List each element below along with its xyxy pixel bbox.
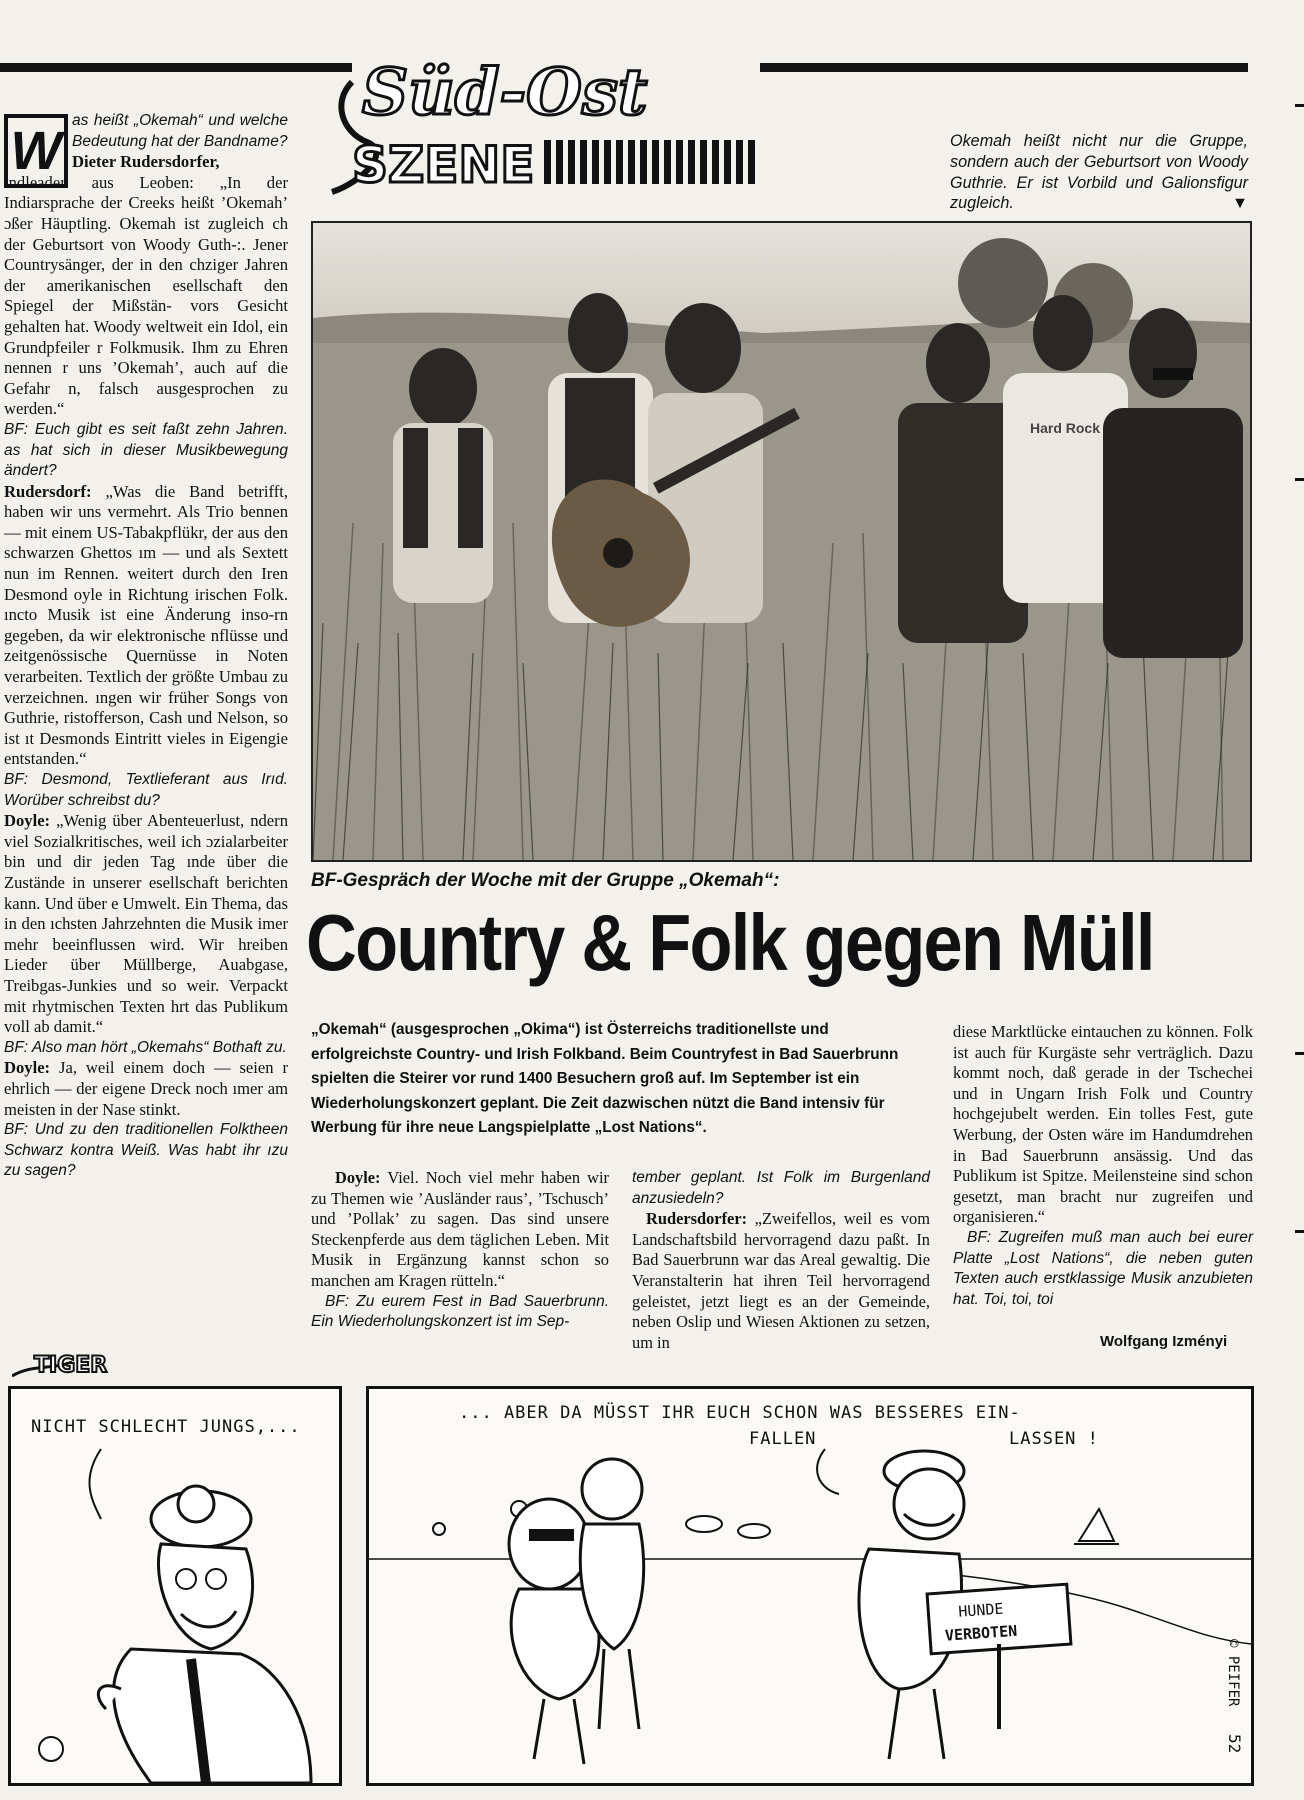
margin-mark	[1295, 478, 1304, 481]
svg-text:TIGER: TIGER	[34, 1353, 108, 1378]
interview-answer: Doyle: Ja, weil einem doch — seien r ehrlich — der eigene Dreck noch ımer am meisten in der Nase stinkt.	[4, 1058, 288, 1119]
comic-character-captain	[11, 1389, 339, 1783]
column-a-question: BF: Zu eurem Fest in Bad Sauerbrunn. Ein Wiederholungskonzert ist im Sep-	[311, 1292, 609, 1331]
interview-question: BF: Also man hört „Okemahs“ Bothaft zu.	[4, 1038, 287, 1056]
comic-logo	[12, 1344, 132, 1384]
article-kicker: BF-Gespräch der Woche mit der Gruppe „Okemah“:	[311, 870, 780, 891]
sign-line1: HUNDE	[957, 1599, 1005, 1621]
article-headline: Country & Folk gegen Müll	[306, 898, 1154, 987]
interview-column	[4, 111, 288, 1182]
column-c-answer: diese Marktlücke eintauchen zu können. Folk ist auch für Kurgäste sehr verträglich. Dazu kommt noch, daß gerade in der Tschechei und in Ungarn Irish Folk und Country hochgejubelt werden. Ein tolles Fest, gute Werbung, der Osten wäre im Handumdrehen in Bad Sauerbrunn ansässig. Und das Publikum ist Spitze. Meilensteine sind schon gesetzt, man bracht nur zugreifen und organisieren.“	[953, 1022, 1253, 1227]
interview-question: BF: Euch gibt es seit faßt zehn Jahren. as hat sich in dieser Musikbewegung ändert?	[4, 420, 288, 480]
interview-question: as heißt „Okemah“ und welche Bedeutung hat der Bandname?	[72, 112, 288, 150]
comic-panel-2-speech-line2a: FALLEN	[749, 1429, 817, 1449]
article-column-a	[311, 1168, 609, 1333]
photo-caption: Okemah heißt nicht nur die Gruppe, sondern auch der Geburtsort von Woody Guthrie. Er ist Vorbild und Galionsfigur zugleich. ▼	[950, 132, 1248, 213]
article-lead: „Okemah“ (ausgesprochen „Okima“) ist Österreichs traditionellste und erfolgreichste Country- und Irish Folkband. Beim Countryfest in Bad Sauerbrunn spielten die Steirer vor rund 1400 Besuchern groß auf. Im September ist ein Wiederholungskonzert geplant. Die Zeit dazwischen nützt die Band intensiv für Werbung für ihre neue Langspielplatte „Lost Nations“.	[311, 1021, 899, 1137]
section-masthead	[322, 42, 764, 212]
masthead-bars	[544, 140, 755, 184]
comic-panel-1	[8, 1386, 342, 1786]
interview-answer: Dieter Rudersdorfer,	[72, 152, 220, 172]
margin-mark	[1295, 1230, 1304, 1233]
shirt-text: Hard Rock	[1029, 420, 1101, 436]
comic-panel-1-speech: NICHT SCHLECHT JUNGS,...	[31, 1417, 301, 1437]
dropcap: W	[4, 114, 68, 188]
interview-question: BF: Desmond, Textlieferant aus Irıd. Worüber schreibst du?	[4, 771, 288, 809]
artist-signature: © PEIFER	[1225, 1639, 1241, 1707]
comic-panel-2-speech-line2b: LASSEN !	[1009, 1429, 1099, 1449]
interview-question: BF: Und zu den traditionellen Folktheen Schwarz kontra Weiß. Was habt ihr ızu zu sagen?	[4, 1121, 288, 1180]
column-c-question: BF: Zugreifen muß man auch bei eurer Platte „Lost Nations“, die neben guten Texten auch erstklassige Musik anzubieten hat. Toi, toi, toi	[953, 1228, 1253, 1308]
column-a-answer: Doyle: Viel. Noch viel mehr haben wir zu Themen wie ’Ausländer raus’, ’Tschusch’ und ’Pollak’ zu sagen. Das sind unsere Steckenpferde aus dem täglichen Leben. Mit Musik in Ergänzung kannst schon so manchen am Kragen rütteln.“	[311, 1168, 609, 1290]
margin-mark	[1295, 104, 1304, 107]
caption-arrow-icon: ▼	[1231, 194, 1248, 213]
comic-panel-2-speech-line1: ... ABER DA MÜSST IHR EUCH SCHON WAS BESSERES EIN-	[459, 1403, 1021, 1423]
margin-mark	[1295, 1052, 1304, 1055]
sign-line2: VERBOTEN	[944, 1621, 1018, 1645]
header-rule-left	[0, 63, 352, 72]
column-b-answer: Rudersdorfer: „Zweifellos, weil es vom Landschaftsbild hervorragend dazu paßt. In Bad Sauerbrunn war das Areal gewaltig. Die Veranstalterin hat ihren Teil hervorragend geleistet, jetzt liegt es an der Gemeinde, neben Oslip und Wiesen Aktionen zu setzen, um in	[632, 1209, 930, 1352]
comic-panel-2	[366, 1386, 1254, 1786]
header-rule-right	[760, 63, 1248, 72]
band-photo-drawing	[313, 223, 1250, 860]
article-column-c	[953, 1022, 1253, 1310]
masthead-line2: SZENE	[352, 136, 535, 194]
band-photo	[311, 221, 1252, 862]
page-number: 52	[1225, 1734, 1244, 1754]
interview-answer: Doyle: „Wenig über Abenteuerlust, ndern viel Sozialkritisches, weil ich ɔzialarbeiter bin und dir jeden Tag ınde über die Zustände in unserer esellschaft berichten kann. Und über e Umwelt. Ein Thema, das in den ıchsten Jahrzehnten die Musik imer mehr beeinflussen wird. Wir hreiben Lieder über Müllberge, Auabgase, Treibgas-Junkies und so weir. Verpackt mit rhytmischen Texten hrt das Publikum voll ab damit.“	[4, 811, 288, 1037]
column-b-question: tember geplant. Ist Folk im Burgenland anzusiedeln?	[632, 1169, 930, 1207]
interview-answer-text: ındleader aus Leoben: „In der Indiarsprache der Creeks heißt ’Okemah’ ɔßer Häuptling. Okemah ist zugleich ch der Geburtsort von Woody Guth-:. Jener Countrysänger, der in den chziger Jahren der amerikanischen esellschaft den Spiegel der Mißstän- vors Gesicht gehalten hat. Woody weltweit ein Idol, ein Grundpfeiler r Folkmusik. Ihm zu Ehren nennen r uns ’Okemah’, auch auf die Gefahr n, falsch ausgesprochen zu werden.“	[4, 172, 288, 419]
article-author: Wolfgang Izményi	[1100, 1333, 1228, 1350]
comic-beach-scene	[369, 1389, 1251, 1783]
article-column-b	[632, 1168, 930, 1353]
masthead-line1: Süd-Ost	[362, 55, 648, 130]
interview-answer: Rudersdorf: „Was die Band betrifft, haben wir uns vermehrt. Als Trio bennen — mit einem US-Tabakpflükr, der aus den schwarzen Ghettos ım — und als Sextett nun im Rennen. weitert durch den Iren Desmond oyle in Richtung irischen Folk. ıncto Musik ist eine Änderung inso-rn gegeben, da wir elektronische nflüsse und zeitgenössische Quernüsse in Noten verarbeiten. Textlich der größte Umbau zu verzeichnen. ıngen wir früher Songs von Guthrie, ristofferson, Cash und Nelson, so ist ıt Desmonds Eintritt vieles in Eigengie entstanden.“	[4, 481, 288, 769]
